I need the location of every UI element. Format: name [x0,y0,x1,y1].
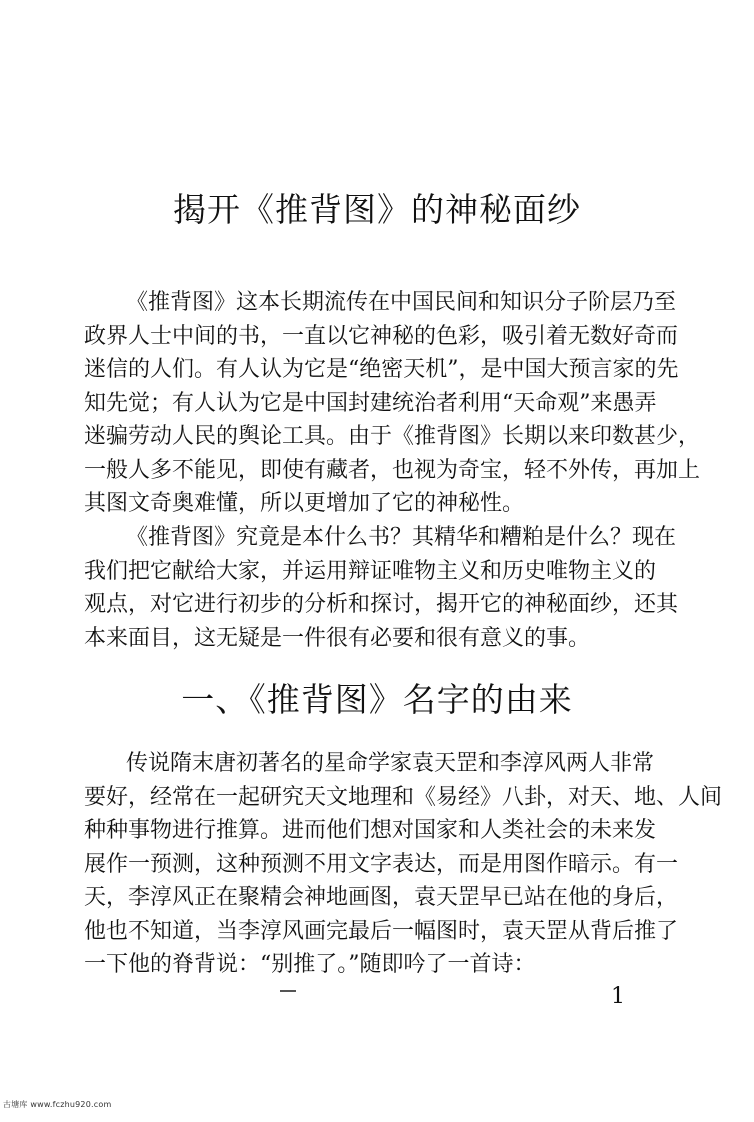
text-line: 迷骗劳动人民的舆论工具。由于《推背图》长期以来印数甚少， [84,424,701,449]
text-line: 政界人士中间的书，一直以它神秘的色彩，吸引着无数好奇而 [84,323,679,349]
scan-mark [280,990,296,992]
text-line: 迷信的人们。有人认为它是“绝密天机”，是中国大预言家的先 [84,357,679,382]
text-line: 知先觉；有人认为它是中国封建统治者利用“天命观”来愚弄 [84,390,657,416]
page-title: 揭开《推背图》的神秘面纱 [173,190,581,229]
page-number: 1 [611,984,625,1009]
text-line: 一下他的脊背说：“别推了。”随即吟了一首诗： [84,952,536,977]
text-line: 《推背图》这本长期流传在中国民间和知识分子阶层乃至 [126,290,677,315]
text-line: 展作一预测，这种预测不用文字表达，而是用图作暗示。有一 [84,851,679,877]
intro-paragraph-2 [84,521,679,655]
text-line: 天，李淳风正在聚精会神地画图，袁天罡早已站在他的身后， [84,885,679,910]
section-paragraph [84,747,723,982]
text-line: 其图文奇奥难懂，所以更增加了它的神秘性。 [84,491,525,516]
text-line: 一般人多不能见，即使有藏者，也视为奇宝，轻不外传，再加上 [84,457,701,483]
text-line: 观点，对它进行初步的分析和探讨，揭开它的神秘面纱，还其 [84,592,679,617]
watermark: 古塘库 www.fczhu920.com [3,1100,112,1109]
text-line: 要好，经常在一起研究天文地理和《易经》八卦，对天、地、人间 [84,784,723,810]
text-line: 种种事物进行推算。进而他们想对国家和人类社会的未来发 [84,818,657,843]
text-line: 《推背图》究竟是本什么书？其精华和糟粕是什么？现在 [126,525,677,550]
text-line: 传说隋末唐初著名的星命学家袁天罡和李淳风两人非常 [126,751,655,776]
section-heading: 一、《推背图》名字的由来 [181,680,573,719]
intro-paragraph-1 [84,286,701,521]
text-line: 我们把它献给大家，并运用辩证唯物主义和历史唯物主义的 [84,558,657,584]
text-line: 本来面目，这无疑是一件很有必要和很有意义的事。 [84,625,591,651]
text-line: 他也不知道，当李淳风画完最后一幅图时，袁天罡从背后推了 [84,918,679,944]
